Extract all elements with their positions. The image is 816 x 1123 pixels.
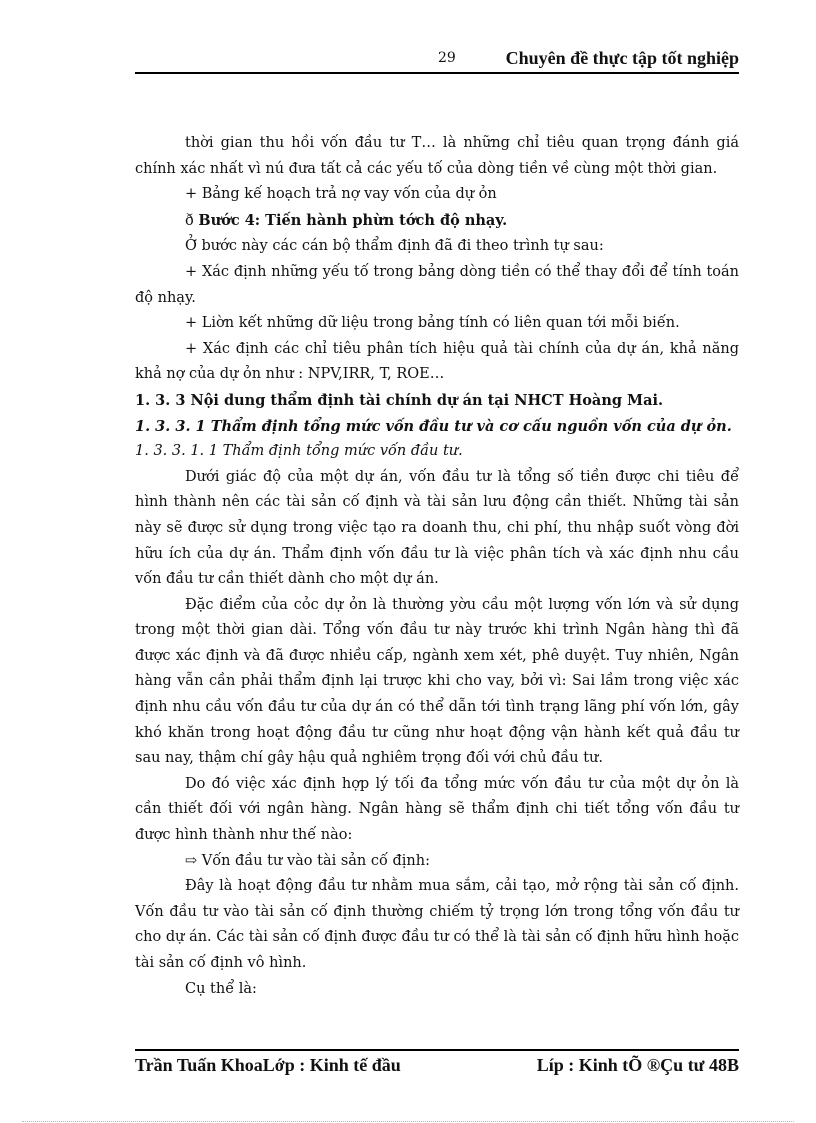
- paragraph: Đây là hoạt động đầu tư nhằm mua sắm, cải tạo, mở rộng tài sản cố định. Vốn đầu tư vào tài sản cố định thường chiếm tỷ trọng lớn trong tổng vốn đầu tư cho dự án. Các tài sản cố định được đầu tư có thể là tài sản cố định hữu hình hoặc tài sản cố định vô hình.: [135, 878, 739, 971]
- list-item: + Xác định các chỉ tiêu phân tích hiệu quả tài chính của dự án, khả năng khả nợ của dự ỏn như : NPV,IRR, T, ROE…: [135, 340, 739, 383]
- section-heading: 1. 3. 3 Nội dung thẩm định tài chính dự án tại NHCT Hoàng Mai.: [135, 391, 664, 409]
- step-heading: [135, 208, 739, 235]
- subsubsection-heading: 1. 3. 3. 1. 1 Thẩm định tổng mức vốn đầu tư.: [135, 443, 463, 460]
- arrow-right-icon: ⇨: [185, 852, 198, 869]
- page-edge-divider: [22, 1121, 794, 1122]
- arrow-item-text: Vốn đầu tư vào tài sản cố định:: [201, 852, 430, 869]
- step-bullet: ð: [185, 212, 199, 229]
- footer-author: Trần Tuấn KhoaLớp : Kinh tế đầu: [135, 1055, 401, 1075]
- paragraph: Dưới giác độ của một dự án, vốn đầu tư là tổng số tiền được chi tiêu để hình thành nên các tài sản cố định và tài sản lưu động cần thiết. Những tài sản này sẽ được sử dụng trong việc tạo ra doanh thu, chi phí, thu nhập suốt vòng đời hữu ích của dự án. Thẩm định vốn đầu tư là việc phân tích và xác định nhu cầu vốn đầu tư cần thiết dành cho một dự án.: [135, 468, 739, 588]
- header-rule: [135, 72, 739, 74]
- page-footer: [135, 1053, 739, 1079]
- subsection-heading: 1. 3. 3. 1 Thẩm định tổng mức vốn đầu tư và cơ cấu nguồn vốn của dự ỏn.: [135, 417, 732, 435]
- list-item: + Bảng kế hoạch trả nợ vay vốn của dự ỏn: [185, 186, 497, 203]
- footer-rule: [135, 1049, 739, 1051]
- footer-class: Líp : Kinh tÕ ®Çu tư 48B: [536, 1055, 739, 1075]
- paragraph: thời gian thu hồi vốn đầu tư T… là những chỉ tiêu quan trọng đánh giá chính xác nhất vì nú đưa tất cả các yếu tố của dòng tiền về cùng một thời gian.: [135, 135, 739, 177]
- page-header: [135, 46, 739, 72]
- paragraph: Cụ thể là:: [185, 980, 257, 997]
- paragraph: Ở bước này các cán bộ thẩm định đã đi theo trình tự sau:: [185, 238, 604, 255]
- paragraph: Do đó việc xác định hợp lý tối đa tổng mức vốn đầu tư của một dự ỏn là cần thiết đối với ngân hàng. Ngân hàng sẽ thẩm định chi tiết tổng vốn đầu tư được hình thành như thế nào:: [135, 775, 739, 844]
- page-number: 29: [438, 50, 456, 66]
- arrow-item: [135, 849, 739, 875]
- list-item: + Xác định những yếu tố trong bảng dòng tiền có thể thay đổi để tính toán độ nhạy.: [135, 263, 739, 306]
- list-item: + Liờn kết những dữ liệu trong bảng tính có liên quan tới mỗi biến.: [185, 315, 680, 332]
- step-title: Bước 4: Tiến hành phừn tớch độ nhạy.: [198, 211, 508, 229]
- document-body: [135, 131, 739, 1002]
- paragraph: Đặc điểm của cỏc dự ỏn là thường yờu cầu một lượng vốn lớn và sử dụng trong một thời gian dài. Tổng vốn đầu tư này trước khi trình Ngân hàng thì đã được xác định và đã được nhiều cấp, ngành xem xét, phê duyệt. Tuy nhiên, Ngân hàng vẫn cần phải thẩm định lại trược khi cho vay, bởi vì: Sai lầm trong việc xác định nhu cầu vốn đầu tư của dự án có thể dẫn tới tình trạng lãng phí vốn lớn, gây khó khăn trong hoạt động đầu tư cũng như hoạt động vận hành kết quả đầu tư sau nay, thậm chí gây hậu quả nghiêm trọng đối với chủ đầu tư.: [135, 596, 739, 767]
- header-title: Chuyên đề thực tập tốt nghiệp: [505, 48, 739, 68]
